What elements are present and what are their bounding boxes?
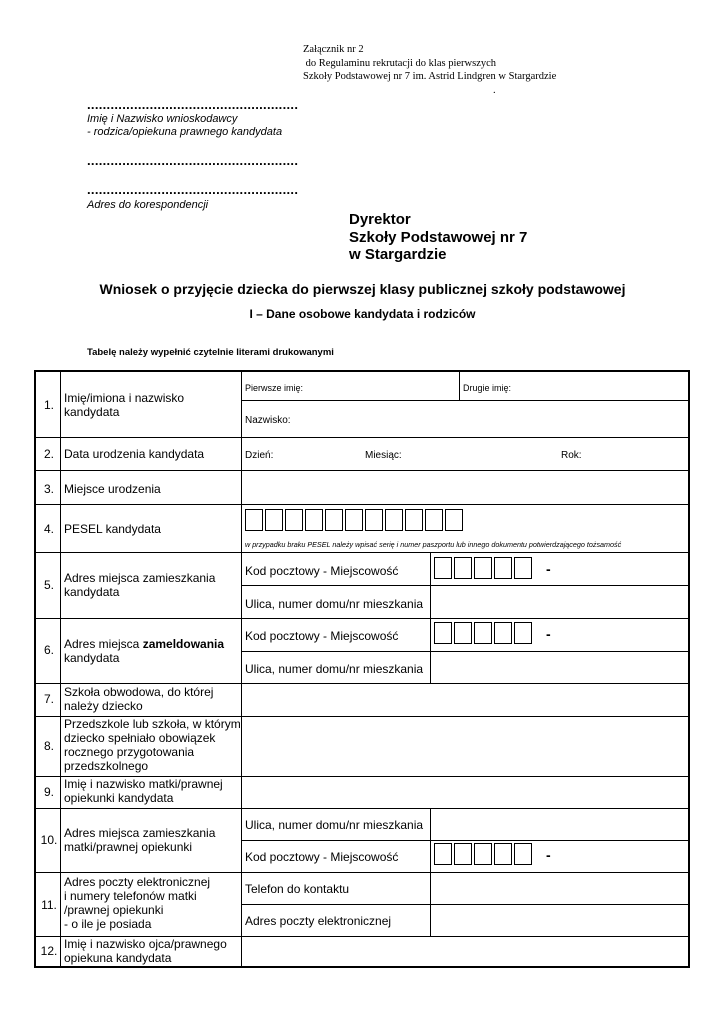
row-number: 12. [40,944,58,958]
postal-dash: - [546,561,551,577]
pesel-digit-box[interactable] [445,509,463,531]
pesel-digit-box[interactable] [245,509,263,531]
pesel-digit-box[interactable] [425,509,443,531]
recipient-line: Szkoły Podstawowej nr 7 [349,228,528,246]
postal-digit-box[interactable] [514,557,532,579]
birth-place-field[interactable] [242,471,688,504]
residence-postal-label: Kod pocztowy - Miejscowość [245,564,399,578]
annex-line: . [493,84,496,96]
row-number: 6. [43,643,54,657]
pesel-digit-box[interactable] [265,509,283,531]
row-number: 4. [43,522,54,536]
second-name-field[interactable]: Drugie imię: [463,383,512,393]
mother-contact-label [64,875,242,931]
first-name-field[interactable]: Pierwsze imię: [245,383,304,393]
row-number: 7. [43,692,54,706]
preschool-field[interactable] [242,717,688,776]
applicant-name-dots[interactable]: ...................................................... [87,97,299,112]
pesel-digit-box[interactable] [305,509,323,531]
row-number: 11. [41,898,57,912]
recipient-line: w Stargardzie [349,246,447,263]
father-name-field[interactable] [242,937,688,966]
row-number: 8. [43,739,54,753]
preschool-label: Przedszkole lub szkoła, w którym dziecko spełniało obowiązek rocznego przygotowania przedszkolnego [64,717,241,773]
postal-dash: - [546,626,551,642]
birth-date-label: Data urodzenia kandydata [64,447,205,461]
candidate-data-table [34,370,690,968]
district-school-field[interactable] [242,684,688,716]
label-line: /prawnej opiekunki [64,903,164,917]
annex-line: Załącznik nr 2 [303,44,364,55]
postal-digit-box[interactable] [434,622,452,644]
birth-place-label: Miejsce urodzenia [64,482,161,496]
postal-digit-box[interactable] [474,843,492,865]
postal-digit-box[interactable] [434,557,452,579]
recipient-line: Dyrektor [349,211,411,228]
mother-postal-label: Kod pocztowy - Miejscowość [245,850,399,864]
postal-digit-box[interactable] [454,557,472,579]
postal-digit-box[interactable] [514,622,532,644]
applicant-name-caption [87,113,282,139]
annex-line: do Regulaminu rekrutacji do klas pierwszych [303,57,497,69]
postal-digit-box[interactable] [494,622,512,644]
section-title: I – Dane osobowe kandydata i rodziców [249,307,476,321]
pesel-digit-box[interactable] [405,509,423,531]
label-line: - o ile je posiada [64,917,152,931]
mother-email-field[interactable] [431,905,688,936]
applicant-address-dots-2[interactable]: ...................................................... [87,182,299,197]
row-number: 1. [43,398,54,412]
pesel-label: PESEL kandydata [64,522,161,536]
birth-day-field[interactable]: Dzień: [245,450,274,461]
label-line: Adres poczty elektronicznej [64,875,211,889]
pesel-hint: w przypadku braku PESEL należy wpisać serię i numer paszportu lub innego dokumentu potwierdzającego tożsamość [245,540,622,549]
applicant-address-dots-1[interactable]: ...................................................... [87,153,299,168]
row-number: 9. [43,785,54,799]
row-number: 2. [43,447,54,461]
row-number: 10. [40,833,58,847]
label-part: Adres miejsca [64,637,143,651]
row-number: 3. [43,482,54,496]
pesel-digit-box[interactable] [385,509,403,531]
postal-digit-box[interactable] [474,557,492,579]
postal-digit-box[interactable] [434,843,452,865]
postal-digit-box[interactable] [494,557,512,579]
fill-instruction: Tabelę należy wypełnić czytelnie literami drukowanymi [87,347,334,358]
caption-line: Imię i Nazwisko wnioskodawcy [87,113,238,125]
registration-address-label [64,637,239,665]
residence-street-label: Ulica, numer domu/nr mieszkania [245,597,424,611]
annex-note [303,43,556,97]
row-number: 5. [43,578,54,592]
mother-street-label: Ulica, numer domu/nr mieszkania [245,818,424,832]
registration-street-field[interactable] [431,652,688,683]
caption-line: - rodzica/opiekuna prawnego kandydata [87,126,283,138]
registration-postal-label: Kod pocztowy - Miejscowość [245,629,399,643]
district-school-label: Szkoła obwodowa, do której należy dziecko [64,685,214,713]
residence-street-field[interactable] [431,586,688,618]
mother-address-label: Adres miejsca zamieszkania matki/prawnej opiekunki [64,826,216,854]
mother-email-label: Adres poczty elektronicznej [245,914,392,928]
pesel-digit-box[interactable] [325,509,343,531]
pesel-digit-box[interactable] [285,509,303,531]
residence-address-label: Adres miejsca zamieszkania kandydata [64,571,216,599]
mother-phone-field[interactable] [431,873,688,904]
postal-dash: - [546,847,551,863]
postal-digit-box[interactable] [474,622,492,644]
birth-year-field[interactable]: Rok: [561,450,582,461]
label-line: i numery telefonów matki [64,889,197,903]
registration-street-label: Ulica, numer domu/nr mieszkania [245,662,424,676]
pesel-digit-box[interactable] [365,509,383,531]
surname-field[interactable]: Nazwisko: [245,415,291,426]
postal-digit-box[interactable] [454,843,472,865]
applicant-address-caption: Adres do korespondencji [87,199,209,211]
recipient-block [349,211,527,264]
label-part: kandydata [64,651,120,665]
label-emphasis: zameldowania [142,637,225,651]
father-name-label: Imię i nazwisko ojca/prawnego opiekuna kandydata [64,937,227,965]
mother-name-field[interactable] [242,777,688,808]
annex-line: Szkoły Podstawowej nr 7 im. Astrid Lindgren w Stargardzie [303,71,557,82]
postal-digit-box[interactable] [454,622,472,644]
candidate-name-label: Imię/imiona i nazwisko kandydata [64,391,185,419]
pesel-digit-box[interactable] [345,509,363,531]
birth-month-field[interactable]: Miesiąc: [365,450,402,461]
mother-street-field[interactable] [431,809,688,840]
mother-name-label: Imię i nazwisko matki/prawnej opiekunki kandydata [64,777,223,805]
postal-digit-box[interactable] [514,843,532,865]
mother-phone-label: Telefon do kontaktu [245,882,350,896]
form-title: Wniosek o przyjęcie dziecka do pierwszej klasy publicznej szkoły podstawowej [99,281,626,297]
postal-digit-box[interactable] [494,843,512,865]
